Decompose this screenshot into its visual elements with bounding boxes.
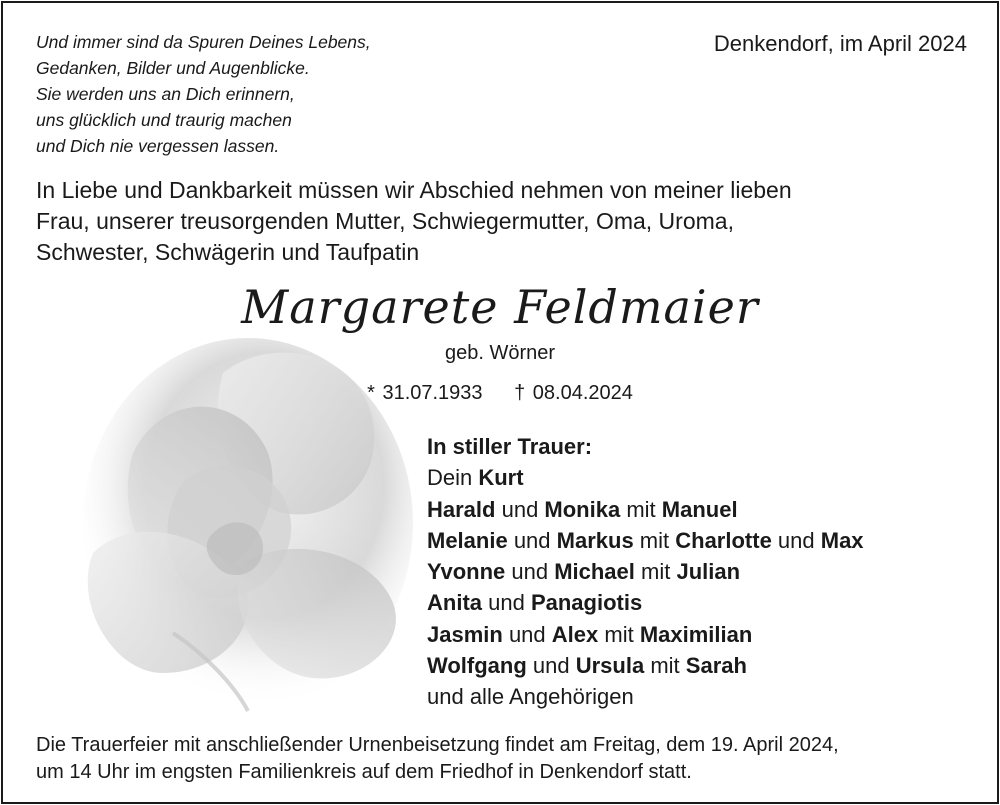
mourner-name: Markus xyxy=(556,527,634,553)
mourner-connector: und alle Angehörigen xyxy=(427,684,634,710)
mourner-name: Michael xyxy=(554,559,635,585)
mourners-heading-text: In stiller Trauer: xyxy=(427,434,593,459)
intro-line: In Liebe und Dankbarkeit müssen wir Abschied nehmen von meiner lieben xyxy=(36,177,792,203)
mourner-line xyxy=(427,494,864,525)
mourner-name: Jasmin xyxy=(427,621,503,647)
mourner-line xyxy=(427,556,864,587)
mourner-line xyxy=(427,462,864,493)
mourner-name: Ursula xyxy=(575,653,645,679)
funeral-info-line: Die Trauerfeier mit anschließender Urnenbeisetzung findet am Freitag, dem 19. April 2024, xyxy=(36,734,839,756)
mourner-line xyxy=(427,650,864,681)
poem-line: und Dich nie vergessen lassen. xyxy=(36,136,280,156)
mourner-connector: und xyxy=(482,590,531,616)
mourner-line xyxy=(427,681,864,712)
mourner-name: Max xyxy=(820,527,864,553)
mourner-name: Yvonne xyxy=(427,559,506,585)
mourner-connector: und xyxy=(505,559,555,585)
mourner-name: Alex xyxy=(551,621,599,647)
mourner-name: Monika xyxy=(544,496,621,522)
mourner-name: Maximilian xyxy=(639,621,753,647)
place-date: Denkendorf, im April 2024 xyxy=(713,31,967,56)
mourner-name: Charlotte xyxy=(675,527,772,553)
death-date: † 08.04.2024 xyxy=(514,382,633,404)
mourner-line xyxy=(427,525,864,556)
mourner-connector: und xyxy=(507,527,557,553)
poem xyxy=(36,29,371,159)
mourner-name: Julian xyxy=(676,559,741,585)
mourner-connector: mit xyxy=(644,653,686,679)
mourner-name: Sarah xyxy=(685,653,747,679)
mourner-connector: Dein xyxy=(427,465,479,491)
funeral-info-line: um 14 Uhr im engsten Familienkreis auf dem Friedhof in Denkendorf statt. xyxy=(36,761,692,783)
mourners-list xyxy=(427,431,864,713)
mourner-connector: mit xyxy=(634,559,677,585)
mourner-connector: und xyxy=(771,527,821,553)
mourner-connector: mit xyxy=(620,496,662,522)
mourner-name: Anita xyxy=(427,590,482,616)
poem-line: uns glücklich und traurig machen xyxy=(36,110,292,130)
mourner-name: Manuel xyxy=(661,496,738,522)
mourner-connector: und xyxy=(495,496,545,522)
mourner-name: Wolfgang xyxy=(427,653,527,679)
poem-line: Gedanken, Bilder und Augenblicke. xyxy=(36,58,310,78)
life-dates xyxy=(3,379,997,407)
mourner-connector: mit xyxy=(633,527,676,553)
maiden-name: geb. Wörner xyxy=(444,342,556,364)
mourner-connector: und xyxy=(526,653,576,679)
mourner-name: Harald xyxy=(427,496,496,522)
mourner-line xyxy=(427,587,864,618)
mourner-line xyxy=(427,619,864,650)
intro-text xyxy=(36,175,792,268)
obituary-notice xyxy=(1,1,999,804)
poem-line: Und immer sind da Spuren Deines Lebens, xyxy=(36,32,371,52)
birth-date: * 31.07.1933 xyxy=(367,382,483,404)
poem-line: Sie werden uns an Dich erinnern, xyxy=(36,84,295,104)
deceased-name: Margarete Feldmaier xyxy=(241,280,759,334)
intro-line: Frau, unserer treusorgenden Mutter, Schwiegermutter, Oma, Uroma, xyxy=(36,208,734,234)
mourners-heading xyxy=(427,431,864,462)
mourner-name: Panagiotis xyxy=(530,590,643,616)
intro-line: Schwester, Schwägerin und Taufpatin xyxy=(36,239,420,265)
mourner-connector: mit xyxy=(598,621,640,647)
mourner-name: Kurt xyxy=(478,465,524,491)
mourner-name: Melanie xyxy=(427,527,508,553)
mourner-connector: und xyxy=(502,621,552,647)
funeral-info xyxy=(36,732,839,786)
